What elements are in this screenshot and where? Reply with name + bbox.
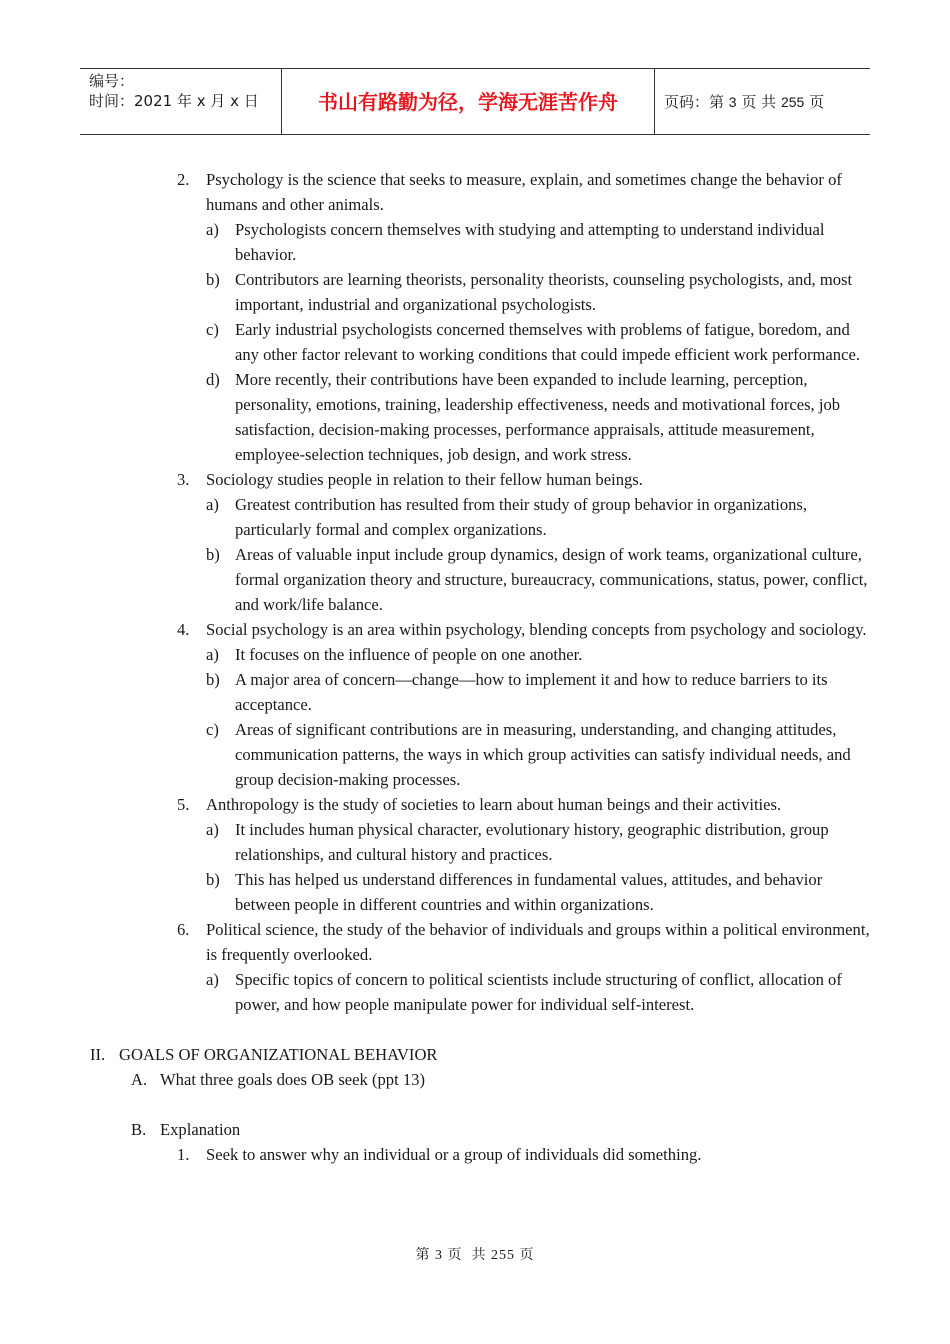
list-item-text: Social psychology is an area within psychology, blending concepts from psychology and sociology. <box>206 620 867 639</box>
sub-list-item <box>0 817 950 867</box>
sub-list-item-letter: b) <box>206 670 220 689</box>
list-item-text: Seek to answer why an individual or a group of individuals did something. <box>206 1145 702 1164</box>
list-item <box>0 917 950 967</box>
sub-list-item-letter: b) <box>206 545 220 564</box>
list-item-number: 1. <box>177 1145 190 1164</box>
sub-list-item-text: Contributors are learning theorists, personality theorists, counseling psychologists, and, most important, industrial and organizational psychologists. <box>235 270 853 314</box>
list-item-text: Sociology studies people in relation to their fellow human beings. <box>206 470 643 489</box>
subsection-item <box>0 1067 950 1092</box>
list-item-text: Political science, the study of the behavior of individuals and groups within a political environment, is frequently overlooked. <box>206 920 870 964</box>
header-motto: 书山有路勤为径，学海无涯苦作舟 <box>281 69 655 134</box>
list-item-number: 2. <box>177 170 190 189</box>
header-page-total: 255 <box>780 94 805 110</box>
sub-list-item <box>0 317 950 367</box>
header-page-prefix: 页码：第 <box>664 93 725 111</box>
header-meta-cell <box>80 69 281 134</box>
sub-list-item <box>0 542 950 617</box>
sub-list-item-text: Early industrial psychologists concerned themselves with problems of fatigue, boredom, and any other factor relevant to working conditions that could impede efficient work performance. <box>235 320 860 364</box>
sub-list-item <box>0 717 950 792</box>
section-numeral: II. <box>90 1045 106 1064</box>
sub-list-item-text: This has helped us understand differences in fundamental values, attitudes, and behavior between people in different countries and within organizations. <box>235 870 823 914</box>
sub-list-item-text: A major area of concern—change—how to implement it and how to reduce barriers to its acceptance. <box>235 670 828 714</box>
subsection-letter: A. <box>131 1070 148 1089</box>
sub-list-item-letter: a) <box>206 970 219 989</box>
sub-list-item-text: Greatest contribution has resulted from their study of group behavior in organizations, particularly formal and complex organizations. <box>235 495 808 539</box>
sub-list-item <box>0 642 950 667</box>
header-page-info <box>655 69 870 134</box>
footer-mid: 页 共 <box>447 1248 487 1263</box>
sub-list-item-letter: c) <box>206 720 219 739</box>
sub-list-item <box>0 867 950 917</box>
sub-list-item-text: Specific topics of concern to political scientists include structuring of conflict, allocation of power, and how people manipulate power for individual self-interest. <box>235 970 842 1014</box>
document-body <box>0 167 950 1167</box>
page-header <box>80 68 870 135</box>
sub-list-item-text: Areas of valuable input include group dynamics, design of work teams, organizational culture, formal organization theory and structure, bureaucracy, communications, status, power, conflict, and work/life balance. <box>235 545 868 614</box>
list-item-number: 5. <box>177 795 190 814</box>
sub-list-item <box>0 367 950 467</box>
section-heading <box>0 1042 950 1067</box>
list-item-text: Anthropology is the study of societies to learn about human beings and their activities. <box>206 795 782 814</box>
sub-list-item-text: Psychologists concern themselves with studying and attempting to understand individual behavior. <box>235 220 825 264</box>
list-item-number: 6. <box>177 920 190 939</box>
sub-list-item-letter: b) <box>206 870 220 889</box>
sub-list-item-letter: a) <box>206 495 219 514</box>
sub-list-item <box>0 667 950 717</box>
footer-suffix: 页 <box>519 1248 535 1263</box>
sub-list-item <box>0 492 950 542</box>
footer-page-total: 255 <box>491 1248 515 1263</box>
sub-list-item-letter: d) <box>206 370 220 389</box>
list-item-number: 4. <box>177 620 190 639</box>
sub-list-item-text: It includes human physical character, evolutionary history, geographic distribution, group relationships, and cultural history and practices. <box>235 820 829 864</box>
sub-list-item-letter: a) <box>206 220 219 239</box>
date-label: 时间：2021 年 x 月 x 日 <box>89 92 259 110</box>
sub-list-item <box>0 217 950 267</box>
spacer <box>0 1017 950 1042</box>
spacer <box>0 1092 950 1117</box>
list-item <box>0 167 950 217</box>
sub-list-item <box>0 967 950 1017</box>
sub-list-item-text: More recently, their contributions have been expanded to include learning, perception, personality, emotions, training, leadership effectiveness, needs and motivational forces, job satisfaction, decision-making processes, performance appraisals, attitude measurement, employee-selection techniques, job design, and work stress. <box>235 370 841 464</box>
list-item-text: Psychology is the science that seeks to measure, explain, and sometimes change the behavior of humans and other animals. <box>206 170 842 214</box>
list-item-number: 3. <box>177 470 190 489</box>
sub-list-item-letter: a) <box>206 645 219 664</box>
header-page-suffix: 页 <box>809 93 825 111</box>
page-footer <box>0 1246 950 1266</box>
section-title: GOALS OF ORGANIZATIONAL BEHAVIOR <box>119 1045 438 1064</box>
footer-prefix: 第 <box>415 1248 431 1263</box>
sub-list-item-letter: b) <box>206 270 220 289</box>
subsection-text: What three goals does OB seek (ppt 13) <box>160 1070 425 1089</box>
list-item <box>0 617 950 642</box>
sub-list-item <box>0 267 950 317</box>
serial-number-label: 编号： <box>89 72 135 90</box>
footer-page-current: 3 <box>435 1248 443 1263</box>
sub-list-item-letter: c) <box>206 320 219 339</box>
sub-list-item-letter: a) <box>206 820 219 839</box>
subsection-item <box>0 1117 950 1142</box>
list-item <box>0 792 950 817</box>
sub-list-item-text: It focuses on the influence of people on one another. <box>235 645 583 664</box>
subsection-text: Explanation <box>160 1120 241 1139</box>
subsection-letter: B. <box>131 1120 147 1139</box>
header-page-mid: 页 共 <box>741 93 777 111</box>
sub-list-item-text: Areas of significant contributions are in measuring, understanding, and changing attitudes, communication patterns, the ways in which group activities can satisfy individual needs, and group decision-making processes. <box>235 720 851 789</box>
list-item <box>0 467 950 492</box>
list-item <box>0 1142 950 1167</box>
header-page-current: 3 <box>728 94 737 110</box>
